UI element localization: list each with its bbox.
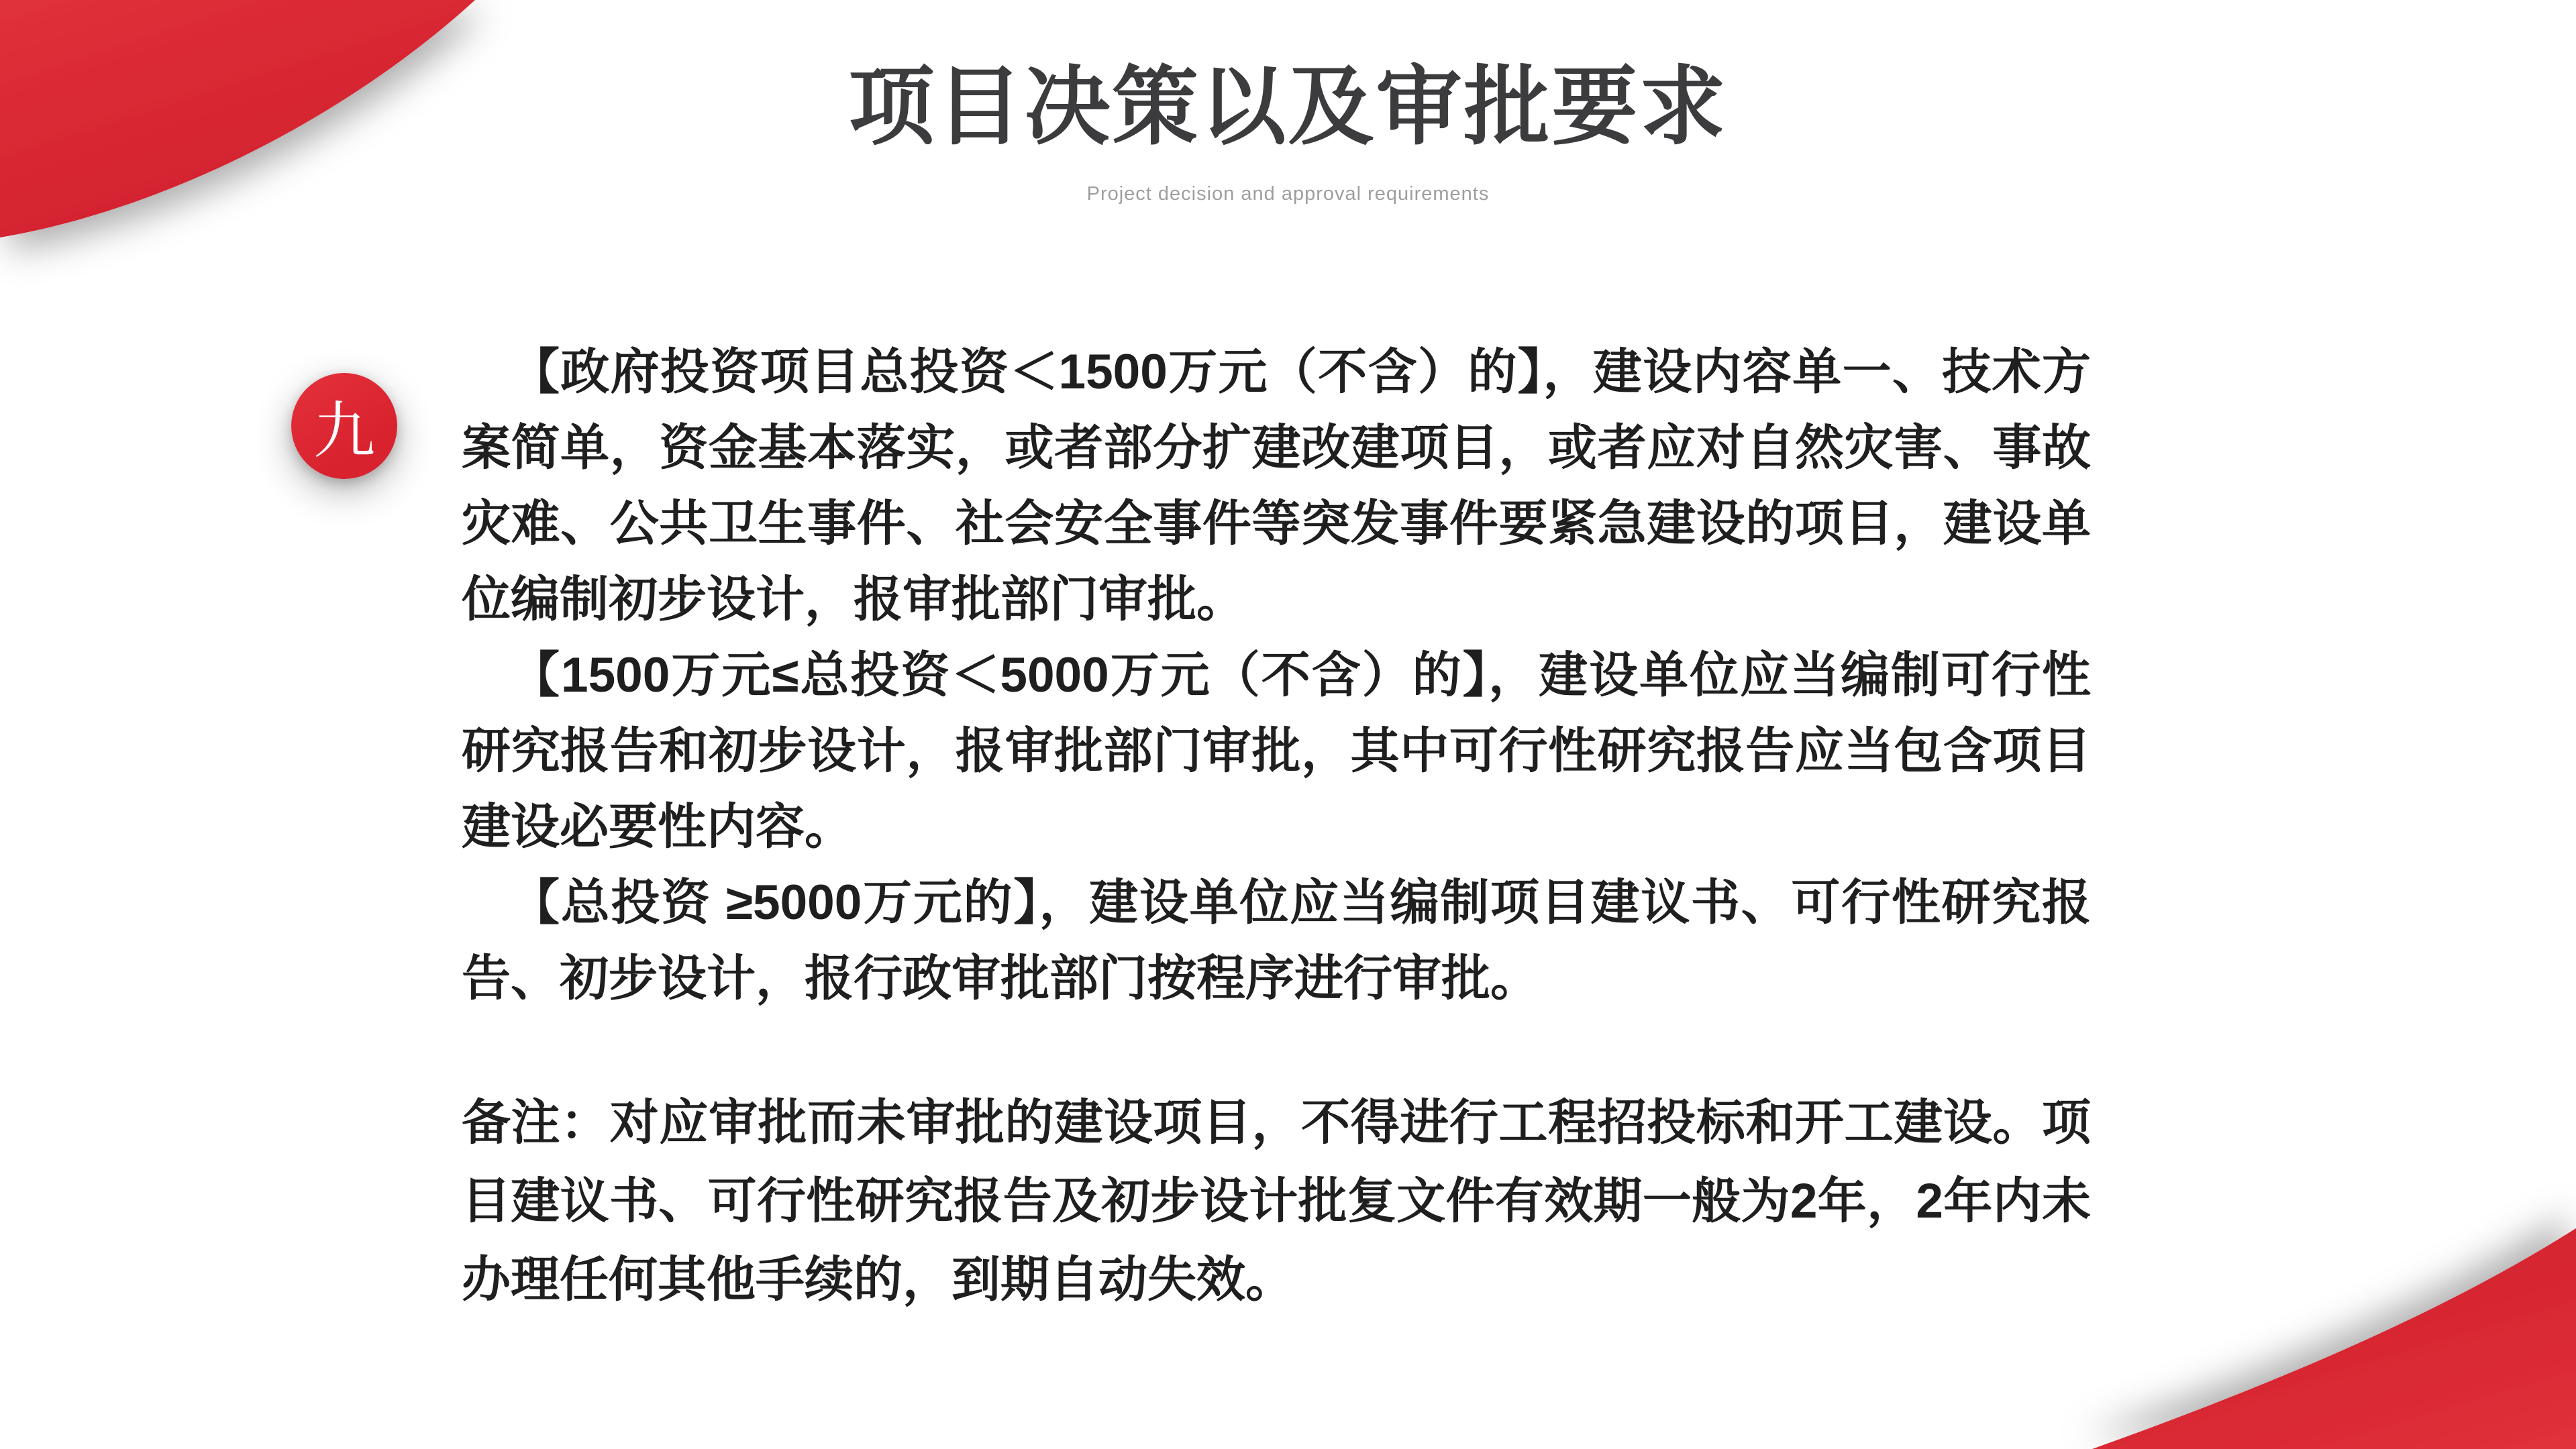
body-text-block: [462, 334, 2091, 1319]
note-text: 对应审批而未审批的建设项目，不得进行工程招投标和开工建设。项目建议书、可行性研究报告及初步设计批复文件有效期一般为2年，2年内未办理任何其他手续的，到期自动失效。: [462, 1095, 2091, 1307]
corner-ribbon-bottom-right: [2092, 1228, 2576, 1449]
paragraph-investment-under-1500: 【政府投资项目总投资＜1500万元（不含）的】，建设内容单一、技术方案简单，资金基本落实，或者部分扩建改建项目，或者应对自然灾害、事故灾难、公共卫生事件、社会安全事件等突发事件要紧急建设的项目，建设单位编制初步设计，报审批部门审批。: [462, 345, 2091, 627]
paragraph-investment-over-5000: 【总投资 ≥5000万元的】，建设单位应当编制项目建议书、可行性研究报告、初步设计，报行政审批部门按程序进行审批。: [462, 875, 2091, 1006]
section-number-badge: [291, 373, 397, 479]
note-label: 备注：: [462, 1095, 610, 1150]
page-subtitle: Project decision and approval requirements: [1086, 183, 1490, 205]
section-number-label: 九: [313, 397, 375, 466]
note-paragraph: [462, 1083, 2091, 1319]
page-title: 项目决策以及审批要求: [848, 59, 1728, 155]
paragraph-investment-1500-to-5000: 【1500万元≤总投资＜5000万元（不含）的】，建设单位应当编制可行性研究报告和初步设计，报审批部门审批，其中可行性研究报告应当包含项目建设必要性内容。: [462, 648, 2091, 854]
